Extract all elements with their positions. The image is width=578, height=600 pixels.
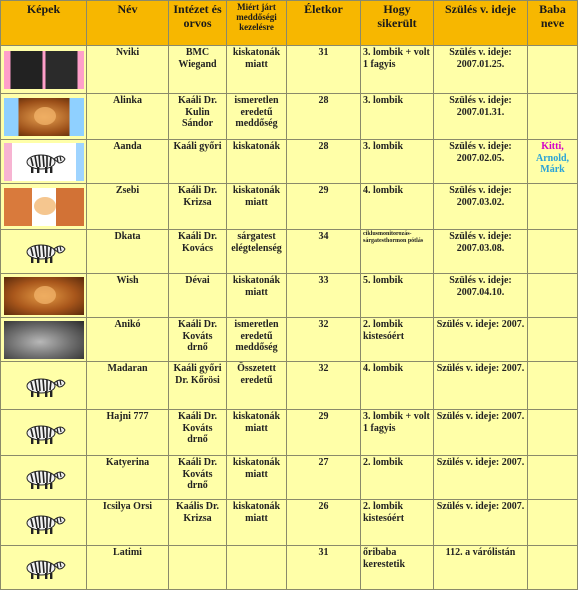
ultrasound-image [4, 321, 84, 359]
table-row [1, 274, 578, 318]
cell-baba [528, 230, 578, 274]
cell-eletkor: 33 [287, 274, 361, 318]
ultrasound-image [4, 188, 84, 226]
image-cell [1, 410, 87, 456]
cell-baba [528, 318, 578, 362]
cell-nev: Wish [87, 274, 169, 318]
cell-intezet: Kaáli győri Dr. Kőrösi [169, 362, 227, 410]
cell-hogy: 4. lombik [361, 362, 434, 410]
cell-intezet: Kaáli Dr. Kovács [169, 230, 227, 274]
table-row [1, 456, 578, 500]
cell-eletkor: 26 [287, 500, 361, 546]
zebra-image [4, 549, 84, 587]
table-row [1, 318, 578, 362]
cell-eletkor: 32 [287, 318, 361, 362]
cell-szules: Szülés v. ideje: 2007. [434, 362, 528, 410]
ultrasound-image [4, 51, 84, 89]
cell-hogy: 3. lombik [361, 94, 434, 140]
cell-nev: Aanda [87, 140, 169, 184]
header-nev: Név [87, 1, 169, 46]
header-row [1, 1, 578, 46]
image-cell [1, 94, 87, 140]
header-miert: Miért járt meddőségi kezelésre [227, 1, 287, 46]
cell-baba [528, 410, 578, 456]
cell-intezet [169, 546, 227, 590]
cell-nev: Hajni 777 [87, 410, 169, 456]
cell-nev: Anikó [87, 318, 169, 362]
cell-hogy: 2. lombik kistesóért [361, 318, 434, 362]
cell-nev: Katyerina [87, 456, 169, 500]
header-intezet: Intézet és orvos [169, 1, 227, 46]
cell-eletkor: 27 [287, 456, 361, 500]
cell-szules: Szülés v. ideje: 2007.03.02. [434, 184, 528, 230]
header-baba: Baba neve [528, 1, 578, 46]
cell-miert: kiskatonák miatt [227, 410, 287, 456]
cell-baba [528, 46, 578, 94]
zebra-image [4, 414, 84, 452]
cell-intezet: Kaáli Dr. Kováts drnő [169, 456, 227, 500]
zebra-image [4, 143, 84, 181]
cell-nev: Madaran [87, 362, 169, 410]
cell-nev: Icsilya Orsi [87, 500, 169, 546]
cell-baba [528, 456, 578, 500]
cell-hogy: 2. lombik [361, 456, 434, 500]
image-cell [1, 456, 87, 500]
cell-eletkor: 31 [287, 46, 361, 94]
cell-hogy: őribaba kerestetik [361, 546, 434, 590]
cell-baba [528, 274, 578, 318]
cell-baba [528, 362, 578, 410]
cell-eletkor: 31 [287, 546, 361, 590]
cell-hogy: ciklusmonitorozás-sárgatesthormon pótlás [361, 230, 434, 274]
cell-hogy: 2. lombik kistesóért [361, 500, 434, 546]
cell-hogy: 3. lombik + volt 1 fagyis [361, 410, 434, 456]
cell-nev: Nviki [87, 46, 169, 94]
cell-szules: Szülés v. ideje: 2007. [434, 318, 528, 362]
cell-eletkor: 34 [287, 230, 361, 274]
cell-miert: kiskatonák miatt [227, 274, 287, 318]
image-cell [1, 184, 87, 230]
table-row [1, 184, 578, 230]
header-eletkor: Életkor [287, 1, 361, 46]
cell-szules: Szülés v. ideje: 2007.01.25. [434, 46, 528, 94]
table-row [1, 46, 578, 94]
cell-nev: Latimi [87, 546, 169, 590]
cell-szules: Szülés v. ideje: 2007.04.10. [434, 274, 528, 318]
cell-intezet: Dévai [169, 274, 227, 318]
cell-hogy: 3. lombik + volt 1 fagyis [361, 46, 434, 94]
cell-hogy: 3. lombik [361, 140, 434, 184]
table-row [1, 500, 578, 546]
cell-intezet: Kaális Dr. Krizsa [169, 500, 227, 546]
zebra-image [4, 459, 84, 497]
cell-intezet: Kaáli Dr. Kulin Sándor [169, 94, 227, 140]
cell-intezet: BMC Wiegand [169, 46, 227, 94]
table-row [1, 140, 578, 184]
cell-eletkor: 29 [287, 410, 361, 456]
table-row [1, 546, 578, 590]
cell-szules: Szülés v. ideje: 2007. [434, 456, 528, 500]
cell-baba [528, 546, 578, 590]
image-cell [1, 46, 87, 94]
table-row [1, 410, 578, 456]
ultrasound-image [4, 277, 84, 315]
cell-hogy: 4. lombik [361, 184, 434, 230]
table-row [1, 230, 578, 274]
header-kepek: Képek [1, 1, 87, 46]
image-cell [1, 318, 87, 362]
zebra-image [4, 367, 84, 405]
cell-nev: Zsebi [87, 184, 169, 230]
header-hogy: Hogy sikerült [361, 1, 434, 46]
cell-miert: Összetett eredetű [227, 362, 287, 410]
cell-eletkor: 28 [287, 140, 361, 184]
cell-miert: kiskatonák miatt [227, 500, 287, 546]
cell-intezet: Kaáli Dr. Kováts drnő [169, 318, 227, 362]
cell-miert [227, 546, 287, 590]
cell-miert: ismeretlen eredetű meddőség [227, 94, 287, 140]
image-cell [1, 230, 87, 274]
image-cell [1, 362, 87, 410]
ultrasound-image [4, 98, 84, 136]
image-cell [1, 546, 87, 590]
cell-intezet: Kaáli győri [169, 140, 227, 184]
cell-szules: Szülés v. ideje: 2007.02.05. [434, 140, 528, 184]
cell-eletkor: 32 [287, 362, 361, 410]
cell-miert: sárgatest elégtelenség [227, 230, 287, 274]
cell-miert: kiskatonák miatt [227, 46, 287, 94]
cell-miert: ismeretlen eredetű meddőség [227, 318, 287, 362]
cell-baba [528, 140, 578, 184]
cell-eletkor: 28 [287, 94, 361, 140]
cell-szules: 112. a várólistán [434, 546, 528, 590]
cell-miert: kiskatonák miatt [227, 456, 287, 500]
cell-miert: kiskatonák [227, 140, 287, 184]
image-cell [1, 140, 87, 184]
cell-intezet: Kaáli Dr. Kováts drnő [169, 410, 227, 456]
baby-name: Kitti, [541, 141, 564, 152]
baby-name: Márk [540, 164, 565, 175]
cell-hogy: 5. lombik [361, 274, 434, 318]
table-row [1, 94, 578, 140]
header-szules: Szülés v. ideje [434, 1, 528, 46]
image-cell [1, 500, 87, 546]
cell-intezet: Kaáli Dr. Krizsa [169, 184, 227, 230]
cell-nev: Alinka [87, 94, 169, 140]
zebra-image [4, 504, 84, 542]
cell-baba [528, 94, 578, 140]
zebra-image [4, 233, 84, 271]
cell-szules: Szülés v. ideje: 2007.03.08. [434, 230, 528, 274]
cell-miert: kiskatonák miatt [227, 184, 287, 230]
cell-szules: Szülés v. ideje: 2007. [434, 410, 528, 456]
cell-baba [528, 184, 578, 230]
baby-name: Arnold, [535, 152, 570, 164]
table-row [1, 362, 578, 410]
cell-szules: Szülés v. ideje: 2007.01.31. [434, 94, 528, 140]
cell-szules: Szülés v. ideje: 2007. [434, 500, 528, 546]
image-cell [1, 274, 87, 318]
cell-baba [528, 500, 578, 546]
cell-nev: Dkata [87, 230, 169, 274]
cell-eletkor: 29 [287, 184, 361, 230]
